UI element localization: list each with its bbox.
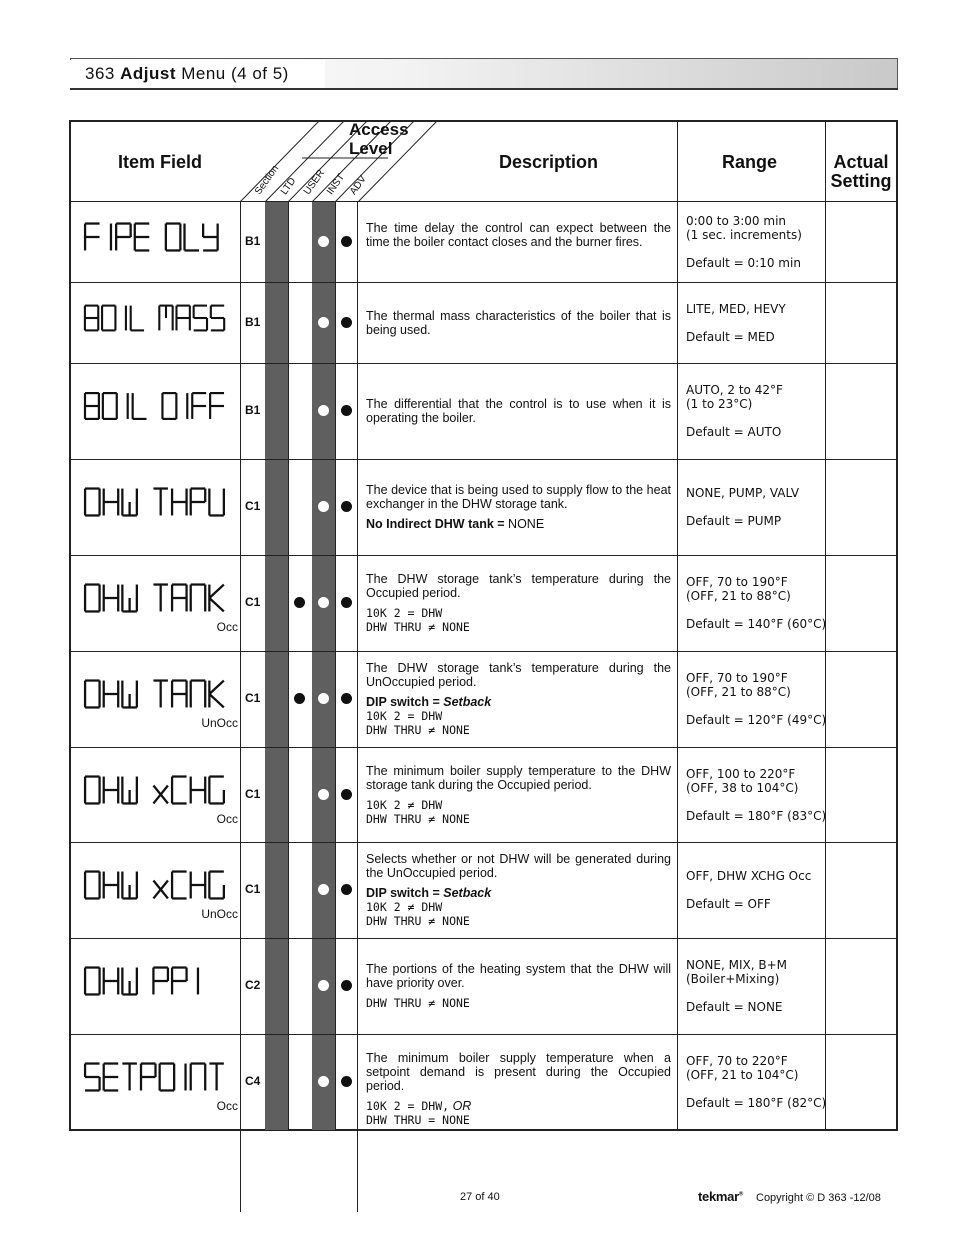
segment-display bbox=[83, 486, 223, 526]
range-line: (1 sec. increments) bbox=[686, 228, 802, 242]
range-line bbox=[686, 242, 828, 256]
table-row bbox=[69, 202, 898, 282]
header-rule bbox=[70, 88, 898, 90]
title-prefix: 363 bbox=[85, 64, 115, 83]
description-cell bbox=[366, 572, 671, 634]
actual-setting-cell[interactable] bbox=[826, 561, 894, 645]
access-dot bbox=[341, 884, 352, 895]
description-cell bbox=[366, 1051, 671, 1127]
segment-display bbox=[83, 390, 223, 430]
access-dot bbox=[341, 236, 352, 247]
range-line: OFF, 70 to 190°F bbox=[686, 575, 788, 589]
range-cell bbox=[686, 671, 828, 727]
page-title bbox=[85, 64, 289, 84]
segment-display bbox=[83, 582, 223, 622]
table-row bbox=[69, 747, 898, 842]
segment-display bbox=[83, 774, 223, 814]
range-line: Default = 0:10 min bbox=[686, 256, 801, 270]
actual-setting-cell[interactable] bbox=[826, 848, 894, 932]
range-cell bbox=[686, 767, 828, 823]
condition-line bbox=[366, 1099, 671, 1113]
section-code: C4 bbox=[245, 1074, 261, 1088]
range-line: Default = PUMP bbox=[686, 514, 782, 528]
access-dot bbox=[318, 597, 329, 608]
description-text: The device that is being used to supply flow to the heat exchanger in the DHW storage tank. bbox=[366, 483, 671, 511]
description-cell bbox=[366, 661, 671, 737]
access-dot bbox=[341, 1076, 352, 1087]
title-bold: Adjust bbox=[120, 64, 176, 83]
range-line: Default = 180°F (83°C) bbox=[686, 808, 827, 823]
section-label: Section bbox=[252, 163, 282, 197]
condition-line: DHW THRU ≠ NONE bbox=[366, 811, 470, 826]
segment-display bbox=[83, 678, 223, 718]
range-line: OFF, DHW XCHG Occ bbox=[686, 869, 812, 883]
description-cell bbox=[366, 962, 671, 1010]
range-heading: Range bbox=[722, 152, 778, 172]
section-code: B1 bbox=[245, 234, 261, 248]
range-line: Default = 180°F (82°C) bbox=[686, 1096, 827, 1110]
range-line: (OFF, 38 to 104°C) bbox=[686, 780, 799, 795]
item-sublabel: Occ bbox=[216, 811, 238, 826]
level-label-inst: INST bbox=[324, 172, 348, 197]
description-text: The DHW storage tank’s temperature during the UnOccupied period. bbox=[366, 661, 671, 689]
range-line: LITE, MED, HEVY bbox=[686, 301, 786, 316]
access-dot bbox=[318, 1076, 329, 1087]
range-line bbox=[686, 883, 828, 897]
item-sublabel: Occ bbox=[216, 620, 238, 634]
access-level-diagonals bbox=[240, 120, 440, 202]
access-dot bbox=[341, 693, 352, 704]
description-note bbox=[366, 517, 671, 531]
item-sublabel: UnOcc bbox=[201, 716, 238, 730]
section-code: B1 bbox=[245, 403, 261, 417]
section-code: C2 bbox=[245, 978, 261, 992]
access-dot bbox=[318, 317, 329, 328]
description-text: The differential that the control is to use when it is operating the boiler. bbox=[366, 397, 671, 425]
range-line bbox=[686, 411, 828, 425]
dip-value: Setback bbox=[443, 886, 492, 900]
condition-line: DHW THRU = NONE bbox=[366, 1113, 470, 1127]
condition-line: DHW THRU ≠ NONE bbox=[366, 914, 470, 928]
segment-display bbox=[83, 1061, 223, 1101]
range-cell bbox=[686, 302, 828, 344]
title-suffix: Menu (4 of 5) bbox=[181, 64, 289, 83]
access-dot bbox=[341, 789, 352, 800]
range-cell bbox=[686, 958, 828, 1014]
range-line: 0:00 to 3:00 min bbox=[686, 214, 787, 228]
level-label-user: USER bbox=[301, 167, 327, 197]
brand-name: tekmar bbox=[698, 1189, 739, 1204]
access-dot bbox=[318, 236, 329, 247]
actual-line2: Setting bbox=[830, 171, 892, 191]
range-line: Default = OFF bbox=[686, 897, 771, 911]
actual-setting-cell[interactable] bbox=[826, 1040, 894, 1124]
dip-note bbox=[366, 695, 671, 709]
range-cell bbox=[686, 869, 828, 911]
range-line: Default = 140°F (60°C) bbox=[686, 617, 827, 631]
table-row bbox=[69, 555, 898, 651]
range-line: Default = 120°F (49°C) bbox=[686, 713, 827, 727]
actual-setting-cell[interactable] bbox=[826, 944, 894, 1028]
condition-line: DHW THRU ≠ NONE bbox=[366, 996, 470, 1010]
access-dot bbox=[318, 501, 329, 512]
condition-or: OR bbox=[452, 1099, 472, 1113]
range-line: OFF, 100 to 220°F bbox=[686, 766, 796, 781]
actual-setting-heading bbox=[826, 153, 896, 191]
access-dot bbox=[318, 980, 329, 991]
description-cell bbox=[366, 309, 671, 337]
copyright: Copyright © D 363 -12/08 bbox=[756, 1192, 881, 1204]
description-cell bbox=[366, 221, 671, 249]
range-line: (Boiler+Mixing) bbox=[686, 972, 780, 986]
description-text: The minimum boiler supply temperature to the DHW storage tank during the Occupied period. bbox=[366, 763, 671, 792]
range-line bbox=[686, 500, 828, 514]
access-dot bbox=[341, 405, 352, 416]
description-text: The thermal mass characteristics of the boiler that is being used. bbox=[366, 308, 671, 337]
range-line: Default = MED bbox=[686, 329, 775, 344]
range-line bbox=[686, 699, 828, 713]
table-row bbox=[69, 938, 898, 1034]
range-line: OFF, 70 to 190°F bbox=[686, 671, 788, 685]
range-line bbox=[686, 603, 828, 617]
range-line bbox=[686, 316, 828, 330]
range-cell bbox=[686, 214, 828, 270]
table-row bbox=[69, 282, 898, 363]
dip-label: DIP switch = bbox=[366, 695, 440, 709]
range-cell bbox=[686, 383, 828, 439]
actual-setting-cell[interactable] bbox=[826, 465, 894, 549]
access-dot bbox=[294, 693, 305, 704]
range-line bbox=[686, 986, 828, 1000]
range-cell bbox=[686, 486, 828, 528]
item-sublabel: Occ bbox=[216, 1099, 238, 1113]
range-line: (OFF, 21 to 88°C) bbox=[686, 685, 791, 699]
description-text: The portions of the heating system that the DHW will have priority over. bbox=[366, 962, 671, 990]
actual-line1: Actual bbox=[833, 152, 889, 172]
brand-logo: tekmar® bbox=[698, 1189, 743, 1204]
range-cell bbox=[686, 575, 828, 631]
access-dot bbox=[341, 597, 352, 608]
description-text: The time delay the control can expect between the time the boiler contact closes and the burner fires. bbox=[366, 221, 671, 249]
access-dot bbox=[341, 980, 352, 991]
condition-line: DHW THRU ≠ NONE bbox=[366, 723, 470, 737]
level-label-ltd: LTD bbox=[278, 175, 299, 197]
segment-display bbox=[83, 221, 223, 261]
condition-line: 10K 2 = DHW bbox=[366, 606, 443, 620]
access-level-heading bbox=[349, 120, 409, 158]
access-dot bbox=[294, 597, 305, 608]
description-cell bbox=[366, 397, 671, 425]
access-dot bbox=[341, 317, 352, 328]
range-line: NONE, MIX, B+M bbox=[686, 958, 787, 972]
range-line bbox=[686, 795, 828, 809]
segment-display bbox=[83, 869, 223, 909]
description-cell bbox=[366, 852, 671, 928]
table-row bbox=[69, 363, 898, 459]
description-text: The DHW storage tank’s temperature during the Occupied period. bbox=[366, 572, 671, 600]
range-line: NONE, PUMP, VALV bbox=[686, 486, 800, 500]
level-label-adv: ADV bbox=[347, 173, 369, 197]
segment-display bbox=[83, 302, 223, 342]
access-level-line1: Access bbox=[349, 120, 409, 139]
access-level-line2: Level bbox=[349, 139, 393, 158]
page-number: 27 of 40 bbox=[460, 1191, 500, 1203]
condition-line: 10K 2 ≠ DHW bbox=[366, 900, 443, 914]
section-code: C1 bbox=[245, 691, 261, 705]
range-line: Default = NONE bbox=[686, 1000, 783, 1014]
access-dot bbox=[318, 405, 329, 416]
description-text: Selects whether or not DHW will be generated during the UnOccupied period. bbox=[366, 852, 671, 880]
actual-setting-cell[interactable] bbox=[826, 657, 894, 741]
access-dot bbox=[318, 789, 329, 800]
section-code: C1 bbox=[245, 499, 261, 513]
table-row bbox=[69, 1034, 898, 1130]
dip-label: DIP switch = bbox=[366, 886, 440, 900]
section-code: C1 bbox=[245, 882, 261, 896]
access-dot bbox=[318, 693, 329, 704]
condition-line: DHW THRU ≠ NONE bbox=[366, 620, 470, 634]
description-cell bbox=[366, 483, 671, 531]
range-line: Default = AUTO bbox=[686, 425, 782, 439]
actual-setting-cell[interactable] bbox=[826, 208, 894, 276]
range-line: (OFF, 21 to 88°C) bbox=[686, 589, 791, 603]
access-dot bbox=[318, 884, 329, 895]
condition-a: 10K 2 = DHW, bbox=[366, 1099, 450, 1113]
condition-line: 10K 2 = DHW bbox=[366, 709, 443, 723]
range-line bbox=[686, 1082, 828, 1096]
note-label: No Indirect DHW tank = bbox=[366, 517, 505, 531]
range-line: (1 to 23°C) bbox=[686, 397, 753, 411]
description-heading: Description bbox=[499, 152, 599, 172]
segment-display bbox=[83, 965, 223, 1005]
actual-setting-cell[interactable] bbox=[826, 369, 894, 453]
section-code: C1 bbox=[245, 595, 261, 609]
note-value: NONE bbox=[504, 517, 545, 531]
section-code: C1 bbox=[245, 786, 261, 801]
table-row bbox=[69, 651, 898, 747]
description-cell bbox=[366, 764, 671, 826]
dip-value: Setback bbox=[443, 695, 492, 709]
item-sublabel: UnOcc bbox=[201, 907, 238, 921]
condition-line: 10K 2 ≠ DHW bbox=[366, 797, 443, 812]
access-dot bbox=[341, 501, 352, 512]
range-line: OFF, 70 to 220°F bbox=[686, 1054, 788, 1068]
description-text: The minimum boiler supply temperature when a setpoint demand is present during the Occupied period. bbox=[366, 1051, 671, 1093]
range-line: (OFF, 21 to 104°C) bbox=[686, 1068, 799, 1082]
table-row bbox=[69, 459, 898, 555]
actual-setting-cell[interactable] bbox=[826, 753, 894, 836]
table-row bbox=[69, 842, 898, 938]
range-line: AUTO, 2 to 42°F bbox=[686, 383, 783, 397]
range-cell bbox=[686, 1054, 828, 1110]
dip-note bbox=[366, 886, 671, 900]
item-field-heading: Item Field bbox=[118, 152, 203, 172]
actual-setting-cell[interactable] bbox=[826, 288, 894, 357]
section-code: B1 bbox=[245, 314, 261, 329]
